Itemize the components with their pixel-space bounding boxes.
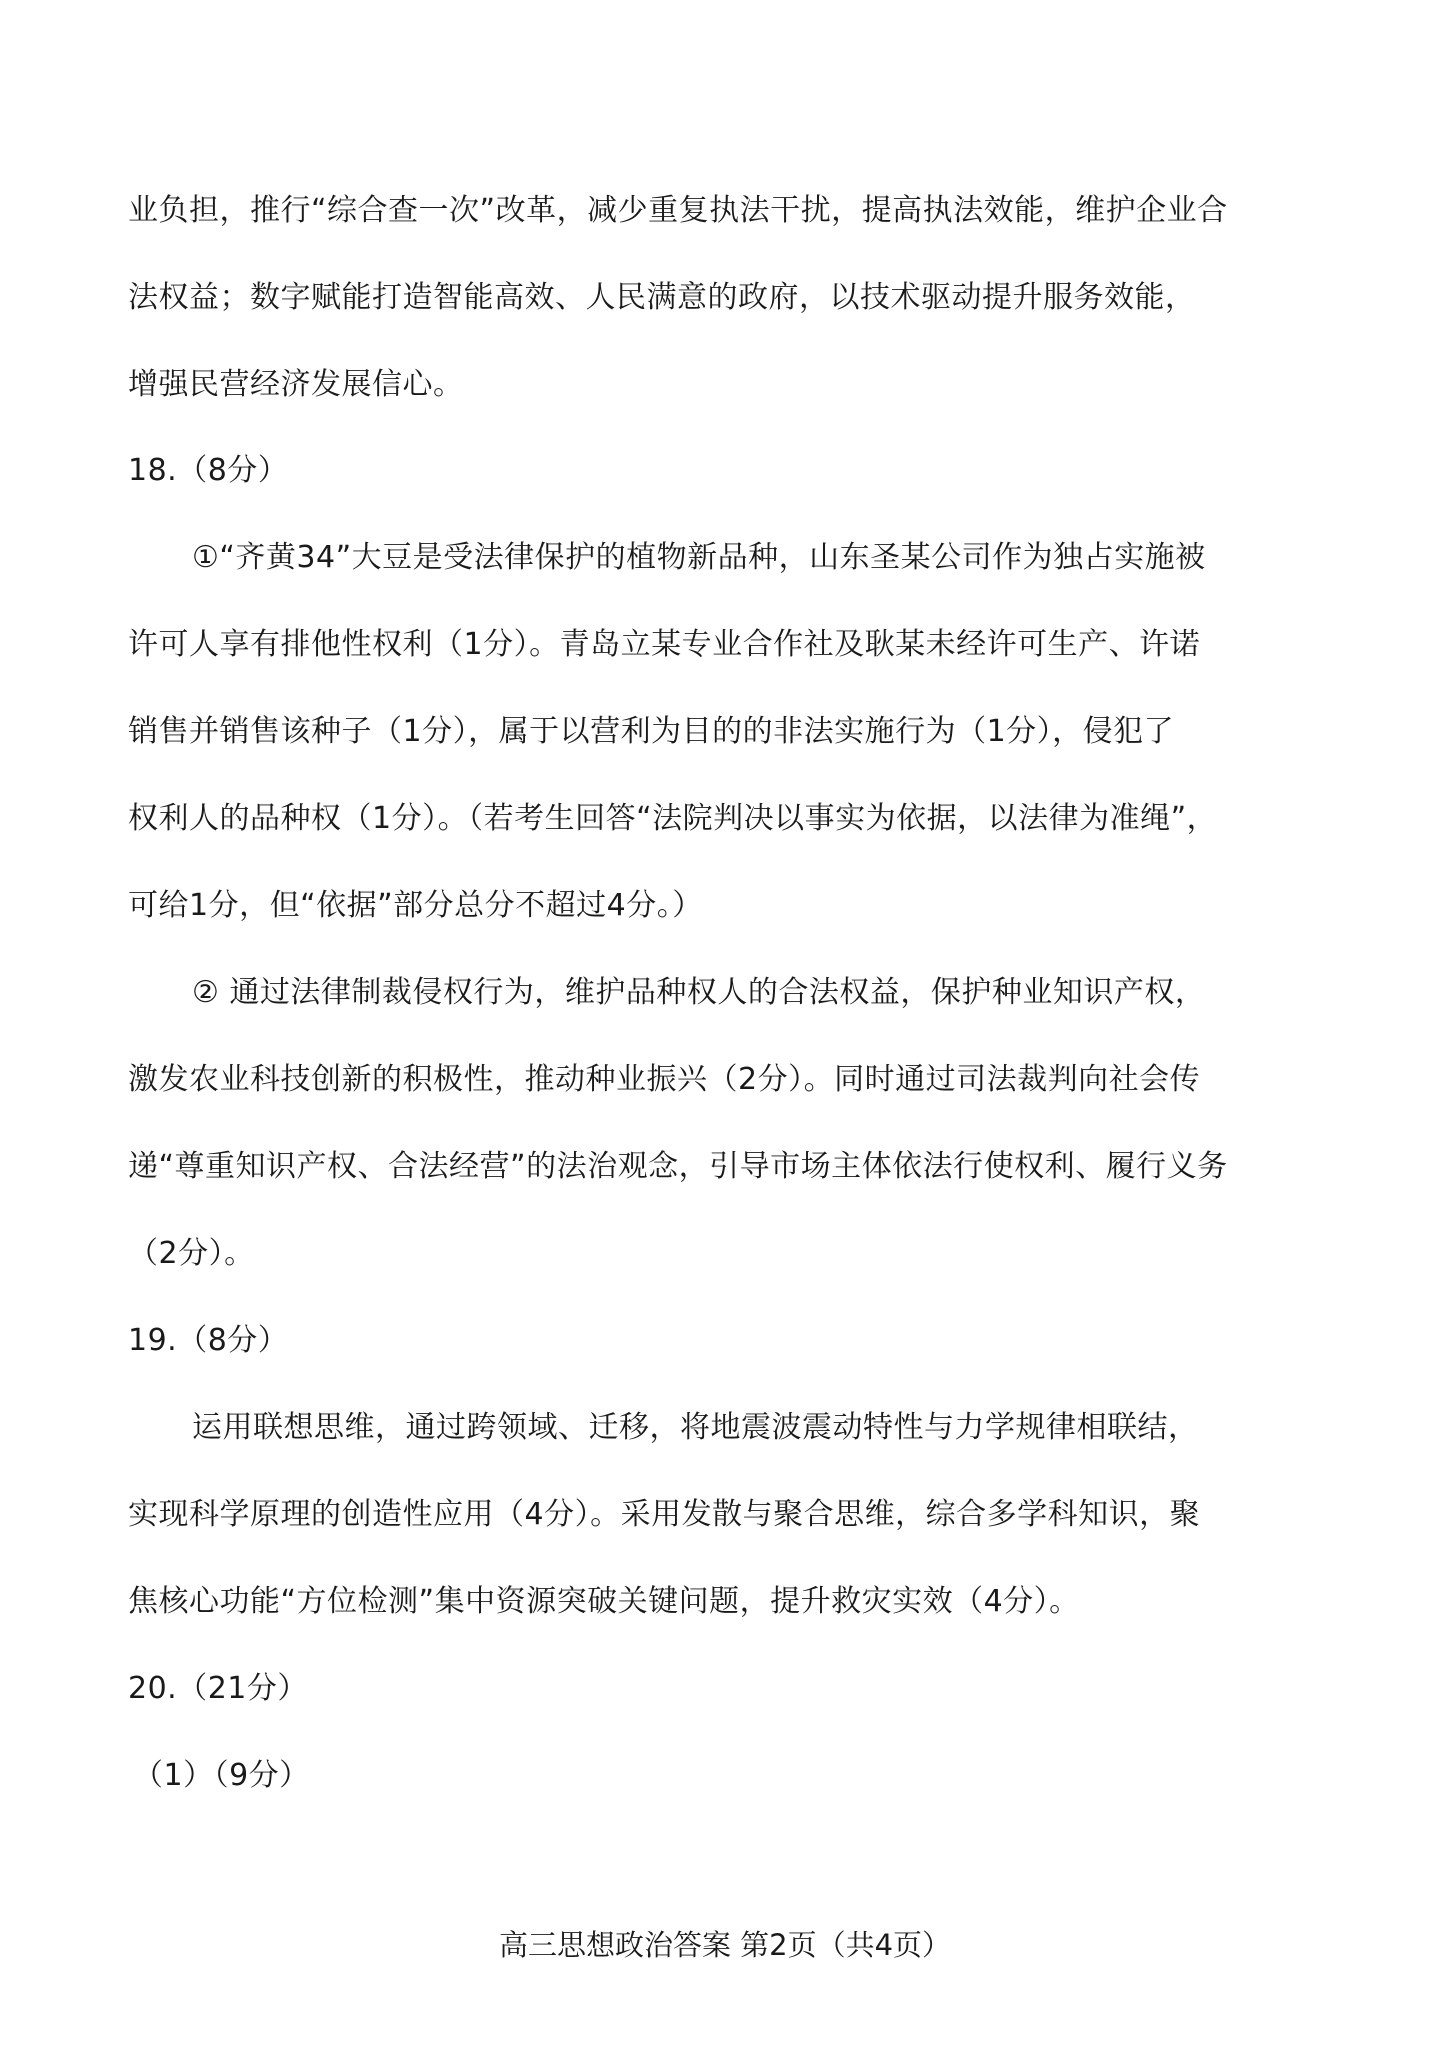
q18-part2-line-3: 递“尊重知识产权、合法经营”的法治观念，引导市场主体依法行使权利、履行义务 bbox=[128, 1149, 1228, 1184]
q20-sub1-heading: （1）（9分） bbox=[133, 1758, 310, 1793]
q19-line-2: 实现科学原理的创造性应用（4分）。采用发散与聚合思维，综合多学科知识，聚 bbox=[128, 1497, 1201, 1532]
continuation-line-1: 业负担，推行“综合查一次”改革，减少重复执法干扰，提高执法效能，维护企业合 bbox=[128, 193, 1228, 228]
page-footer: 高三思想政治答案 第2页（共4页） bbox=[498, 1928, 952, 1962]
q18-part1-line-5: 可给1分，但“依据”部分总分不超过4分。） bbox=[128, 888, 703, 923]
q18-part1-line-3: 销售并销售该种子（1分），属于以营利为目的的非法实施行为（1分），侵犯了 bbox=[128, 714, 1175, 749]
q18-heading: 18.（8分） bbox=[128, 453, 289, 488]
q18-part1-line-4: 权利人的品种权（1分）。（若考生回答“法院判决以事实为依据，以法律为准绳”， bbox=[128, 801, 1218, 836]
q19-heading: 19.（8分） bbox=[128, 1323, 289, 1358]
continuation-line-3: 增强民营经济发展信心。 bbox=[128, 367, 464, 402]
q19-line-3: 焦核心功能“方位检测”集中资源突破关键问题，提升救灾实效（4分）。 bbox=[128, 1584, 1080, 1619]
q18-part2-line-4: （2分）。 bbox=[128, 1236, 255, 1271]
q20-heading: 20.（21分） bbox=[128, 1671, 308, 1706]
q19-line-1: 运用联想思维，通过跨领域、迁移，将地震波震动特性与力学规律相联结， bbox=[192, 1410, 1199, 1445]
q18-part2-line-1: ② 通过法律制裁侵权行为，维护品种权人的合法权益，保护种业知识产权， bbox=[192, 975, 1206, 1010]
q18-part1-line-2: 许可人享有排他性权利（1分）。青岛立某专业合作社及耿某未经许可生产、许诺 bbox=[128, 627, 1201, 662]
q18-part1-line-1: ①“齐黄34”大豆是受法律保护的植物新品种，山东圣某公司作为独占实施被 bbox=[192, 540, 1206, 575]
q18-part2-line-2: 激发农业科技创新的积极性，推动种业振兴（2分）。同时通过司法裁判向社会传 bbox=[128, 1062, 1201, 1097]
continuation-line-2: 法权益；数字赋能打造智能高效、人民满意的政府，以技术驱动提升服务效能， bbox=[128, 280, 1196, 315]
